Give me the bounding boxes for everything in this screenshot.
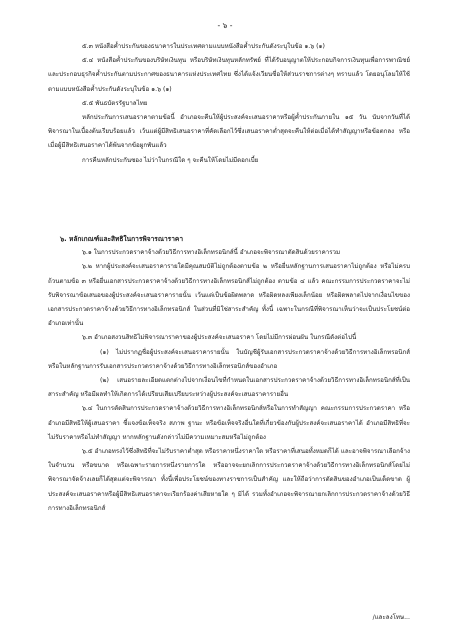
paragraph-guarantee-return: หลักประกันการเสนอราคาตามข้อนี้ อำเภอจะคืนให้ผู้ประสงค์จะเสนอราคาหรือผู้ค้ำประกันภายใน ๑๕ วัน นับจากวันที่ได้พิจารณาในเบื้องต้นเรียบร้อยแล้ว เว้นแต่ผู้มีสิทธิเสนอราคาที่คัดเลือกไว้ซึ่งเสนอราคาต่ำสุดจะคืนให้ต่อเมื่อได้ทำสัญญาหรือข้อตกลง หรือเมื่อผู้มีสิทธิเสนอราคาได้พ้นจากข้อผูกพันแล้ว bbox=[48, 114, 410, 150]
paragraph-5-5: ๕.๕ พันธบัตรรัฐบาลไทย bbox=[82, 99, 148, 107]
paragraph-6-4: ๖.๔ ในการตัดสินการประกวดราคาจ้างด้วยวิธีการทางอิเล็กทรอนิกส์หรือในการทำสัญญา คณะกรรมการประกวดราคา หรืออำเภอมีสิทธิให้ผู้เสนอราคา ชี้แจงข้อเท็จจริง สภาพ ฐานะ หรือข้อเท็จจริงอื่นใดที่เกี่ยวข้องกับผู้ประสงค์จะเสนอราคาได้ อำเภอมีสิทธิที่จะไม่รับราคาหรือไม่ทำสัญญา หากหลักฐานดังกล่าวไม่มีความเหมาะสมหรือไม่ถูกต้อง bbox=[48, 405, 410, 441]
section-6 bbox=[48, 232, 410, 516]
section-5-continued bbox=[48, 40, 410, 168]
continued-marker: /และลงโทษ... bbox=[372, 614, 410, 621]
paragraph-6-3-2: (๒) เสนอรายละเอียดแตกต่างไปจากเงื่อนไขที่กำหนดในเอกสารประกวดราคาจ้างด้วยวิธีการทางอิเล็กทรอนิกส์ที่เป็นสาระสำคัญ หรือมีผลทำให้เกิดการได้เปรียบเสียเปรียบระหว่างผู้ประสงค์จะเสนอราคารายอื่น bbox=[48, 377, 410, 399]
paragraph-6-2: ๖.๒ หากผู้ประสงค์จะเสนอราคารายใดมีคุณสมบัติไม่ถูกต้องตามข้อ ๒ หรือยื่นหลักฐานการเสนอราคาไม่ถูกต้อง หรือไม่ครบถ้วนตามข้อ ๓ หรือยื่นเอกสารประกวดราคาจ้างด้วยวิธีการทางอิเล็กทรอนิกส์ไม่ถูกต้อง ตามข้อ ๔ แล้ว คณะกรรมการประกวดราคาจะไม่รับพิจารณาข้อเสนอของผู้ประสงค์จะเสนอราคารายนั้น เว้นแต่เป็นข้อผิดพลาด หรือผิดหลงเพียงเล็กน้อย หรือผิดพลาดไปจากเงื่อนไขของเอกสารประกวดราคาจ้างด้วยวิธีการทางอิเล็กทรอนิกส์ ในส่วนที่มิใช่สาระสำคัญ ทั้งนี้ เฉพาะในกรณีที่พิจารณาเห็นว่าจะเป็นประโยชน์ต่ออำเภอเท่านั้น bbox=[48, 263, 410, 328]
section-6-heading: ๖. หลักเกณฑ์และสิทธิในการพิจารณาราคา bbox=[60, 235, 184, 243]
paragraph-6-1: ๖.๑ ในการประกวดราคาจ้างด้วยวิธีการทางอิเล็กทรอนิกส์นี้ อำเภอจะพิจารณาตัดสินด้วยราคารวม bbox=[82, 249, 341, 257]
paragraph-5-3: ๕.๓ หนังสือค้ำประกันของธนาคารในประเทศตามแบบหนังสือค้ำประกันดังระบุในข้อ ๑.๖ (๑) bbox=[82, 43, 325, 50]
paragraph-6-3: ๖.๓ อำเภอสงวนสิทธิไม่พิจารณาราคาของผู้ประสงค์จะเสนอราคา โดยไม่มีการผ่อนผัน ในกรณีดังต่อไปนี้ bbox=[82, 334, 357, 342]
paragraph-6-3-1: (๑) ไม่ปรากฏชื่อผู้ประสงค์จะเสนอราคารายนั้น ในบัญชีผู้รับเอกสารประกวดราคาจ้างด้วยวิธีการทางอิเล็กทรอนิกส์ หรือในหลักฐานการรับเอกสารประกวดราคาจ้างด้วยวิธีการทางอิเล็กทรอนิกส์ของอำเภอ bbox=[48, 348, 410, 370]
page-number: - ๖ - bbox=[217, 21, 233, 30]
paragraph-6-5: ๖.๕ อำเภอทรงไว้ซึ่งสิทธิที่จะไม่รับราคาต่ำสุด หรือราคาหนึ่งราคาใด หรือราคาที่เสนอทั้งหมดก็ได้ และอาจพิจารณาเลือกจ้างในจำนวน หรือขนาด หรือเฉพาะรายการหนึ่งรายการใด หรืออาจจะยกเลิกการประกวดราคาจ้างด้วยวิธีการทางอิเล็กทรอนิกส์โดยไม่พิจารณาจัดจ้างเลยก็ได้สุดแต่จะพิจารณา ทั้งนี้เพื่อประโยชน์ของทางราชการเป็นสำคัญ และให้ถือว่าการตัดสินของอำเภอเป็นเด็ดขาด ผู้ประสงค์จะเสนอราคาหรือผู้มีสิทธิเสนอราคาจะเรียกร้องค่าเสียหายใด ๆ มิได้ รวมทั้งอำเภอจะพิจารณายกเลิกการประกวดราคาจ้างด้วยวิธีการทางอิเล็กทรอนิกส์ bbox=[48, 448, 410, 512]
paragraph-5-4: ๕.๔ หนังสือค้ำประกันของบริษัทเงินทุน หรือบริษัทเงินทุนหลักทรัพย์ ที่ได้รับอนุญาตให้ประกอบกิจการเงินทุนเพื่อการพาณิชย์และประกอบธุรกิจค้ำประกันตามประกาศของธนาคารแห่งประเทศไทย ซึ่งได้แจ้งเวียนชื่อให้ส่วนราชการต่างๆ ทราบแล้ว โดยอนุโลมให้ใช้ตามแบบหนังสือค้ำประกันดังระบุในข้อ ๑.๖ (๑) bbox=[48, 57, 410, 93]
paragraph-no-interest: การคืนหลักประกันซอง ไม่ว่าในกรณีใด ๆ จะคืนให้โดยไม่มีดอกเบี้ย bbox=[82, 156, 259, 164]
